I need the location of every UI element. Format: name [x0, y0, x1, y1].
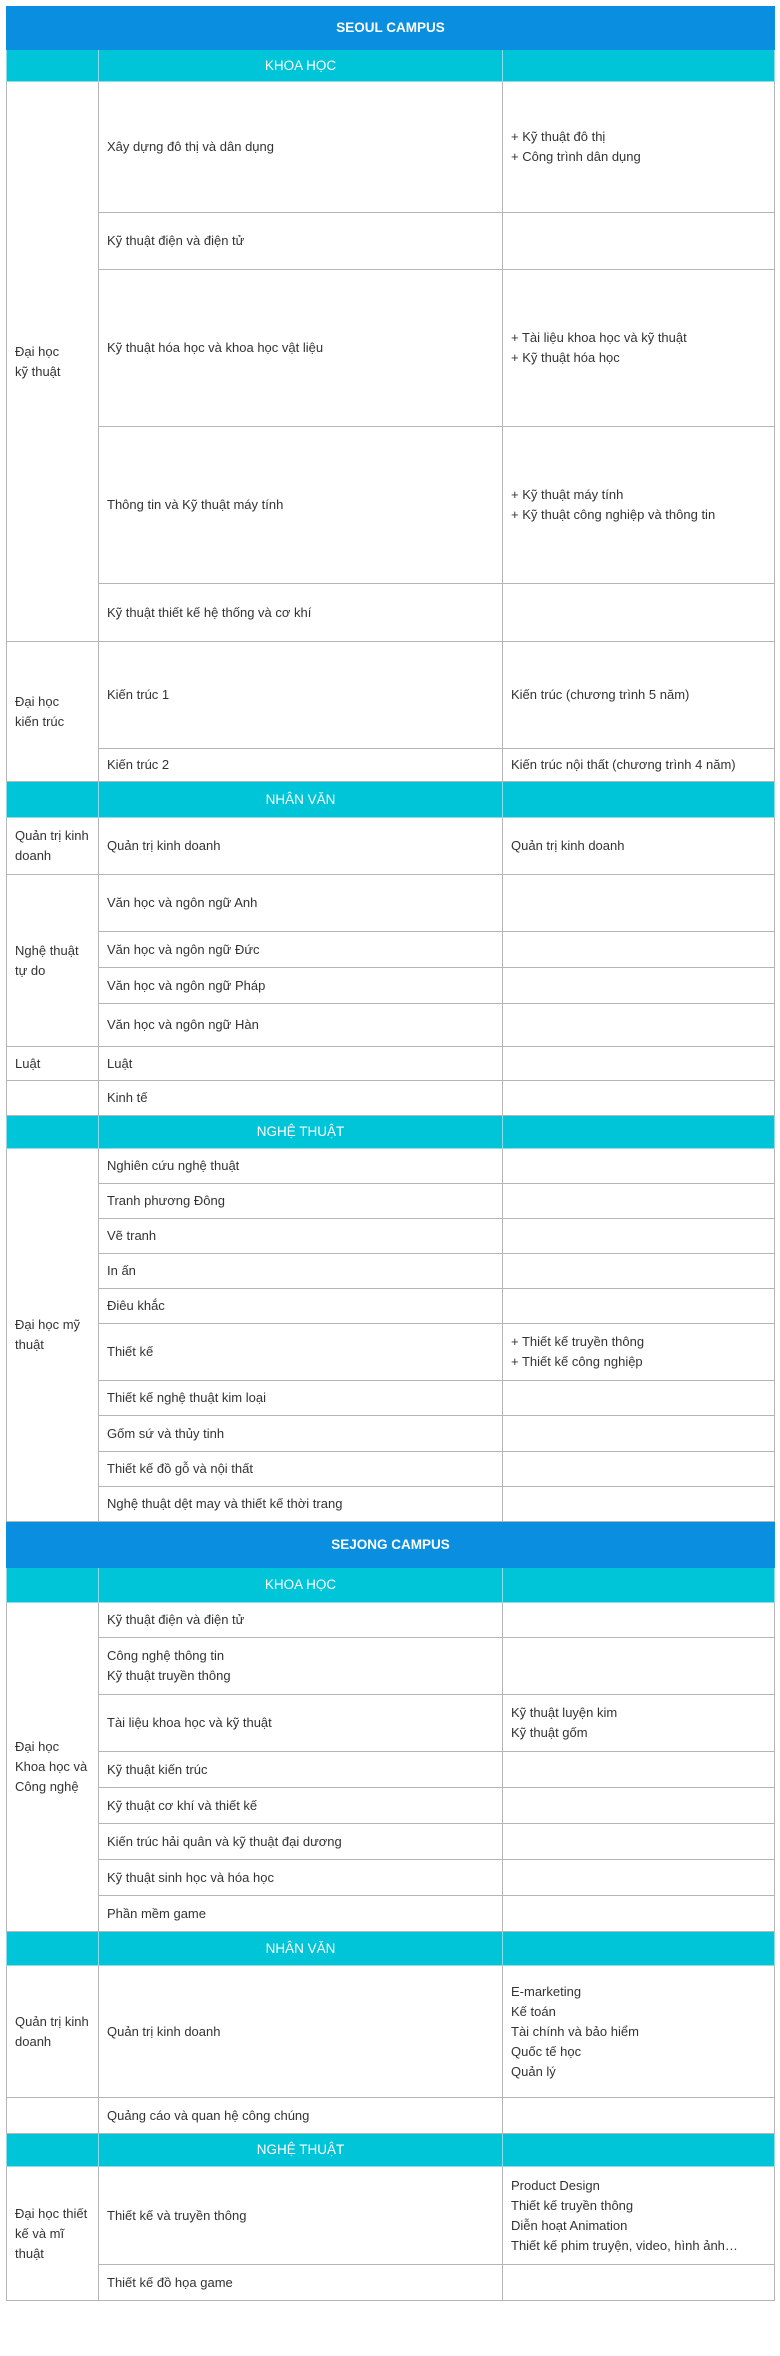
major-detail: Kỹ thuật luyện kim Kỹ thuật gốm [503, 1695, 775, 1752]
college-name: Đại học kỹ thuật [7, 82, 99, 642]
major-name: In ấn [99, 1254, 503, 1289]
table-row [7, 270, 775, 427]
college-name: Luật [7, 1047, 99, 1081]
table-row [7, 1695, 775, 1752]
major-name: Kỹ thuật kiến trúc [99, 1752, 503, 1788]
table-row [7, 1184, 775, 1219]
table-row [7, 1824, 775, 1860]
table-row [7, 749, 775, 782]
major-detail [503, 932, 775, 968]
table-row [7, 2167, 775, 2265]
major-name: Tranh phương Đông [99, 1184, 503, 1219]
major-detail [503, 1004, 775, 1047]
section-title: KHOA HỌC [99, 50, 503, 82]
major-detail [503, 2265, 775, 2301]
major-detail [503, 1081, 775, 1116]
table-row [7, 1254, 775, 1289]
section-header-row [7, 1932, 775, 1966]
major-name: Phần mềm game [99, 1896, 503, 1932]
major-detail [503, 1896, 775, 1932]
major-name: Công nghệ thông tin Kỹ thuật truyền thông [99, 1638, 503, 1695]
major-name: Thiết kế [99, 1324, 503, 1381]
major-detail [503, 584, 775, 642]
section-title: NGHỆ THUẬT [99, 2134, 503, 2167]
major-detail [503, 1047, 775, 1081]
college-name: Đại học Khoa học và Công nghệ [7, 1603, 99, 1932]
major-name: Kỹ thuật điện và điện tử [99, 1603, 503, 1638]
table-row [7, 875, 775, 932]
table-row [7, 1788, 775, 1824]
major-name: Kỹ thuật cơ khí và thiết kế [99, 1788, 503, 1824]
major-name: Thông tin và Kỹ thuật máy tính [99, 427, 503, 584]
major-detail: + Kỹ thuật máy tính + Kỹ thuật công nghiệp và thông tin [503, 427, 775, 584]
major-detail: + Tài liệu khoa học và kỹ thuật + Kỹ thuật hóa học [503, 270, 775, 427]
table-row [7, 1752, 775, 1788]
major-detail: Kiến trúc (chương trình 5 năm) [503, 642, 775, 749]
major-detail [503, 1638, 775, 1695]
table-row [7, 1452, 775, 1487]
college-name: Quản trị kinh doanh [7, 818, 99, 875]
campus-header-row [7, 1522, 775, 1568]
major-detail: Quản trị kinh doanh [503, 818, 775, 875]
major-name: Gốm sứ và thủy tinh [99, 1416, 503, 1452]
major-detail [503, 2098, 775, 2134]
section-header-row [7, 2134, 775, 2167]
table-row [7, 1638, 775, 1695]
major-name: Kỹ thuật sinh học và hóa học [99, 1860, 503, 1896]
major-name: Kỹ thuật thiết kế hệ thống và cơ khí [99, 584, 503, 642]
major-detail [503, 1487, 775, 1522]
college-name: Nghệ thuật tự do [7, 875, 99, 1047]
table-row [7, 932, 775, 968]
major-detail [503, 1452, 775, 1487]
table-row [7, 1381, 775, 1416]
table-row [7, 584, 775, 642]
major-name: Văn học và ngôn ngữ Anh [99, 875, 503, 932]
section-header-row [7, 782, 775, 818]
major-name: Thiết kế nghệ thuật kim loại [99, 1381, 503, 1416]
section-title: NGHỆ THUẬT [99, 1116, 503, 1149]
major-name: Thiết kế và truyền thông [99, 2167, 503, 2265]
major-name: Văn học và ngôn ngữ Pháp [99, 968, 503, 1004]
table-row [7, 1966, 775, 2098]
table-row [7, 1603, 775, 1638]
campus-header-row [7, 7, 775, 50]
major-name: Vẽ tranh [99, 1219, 503, 1254]
table-row [7, 1047, 775, 1081]
major-name: Luật [99, 1047, 503, 1081]
major-detail: E-marketing Kế toán Tài chính và bảo hiểm Quốc tế học Quản lý [503, 1966, 775, 2098]
major-name: Nghiên cứu nghệ thuật [99, 1149, 503, 1184]
table-row [7, 213, 775, 270]
campus-title: SEJONG CAMPUS [7, 1522, 775, 1568]
major-detail [503, 1752, 775, 1788]
major-name: Kinh tế [99, 1081, 503, 1116]
section-title: NHÂN VĂN [99, 1932, 503, 1966]
major-name: Quảng cáo và quan hệ công chúng [99, 2098, 503, 2134]
major-detail: + Kỹ thuật đô thị + Công trình dân dụng [503, 82, 775, 213]
major-name: Kiến trúc 2 [99, 749, 503, 782]
college-name [7, 1081, 99, 1116]
table-row [7, 1289, 775, 1324]
major-name: Kiến trúc hải quân và kỹ thuật đại dương [99, 1824, 503, 1860]
major-name: Điêu khắc [99, 1289, 503, 1324]
majors-table-wrapper [6, 6, 774, 2301]
section-title: NHÂN VĂN [99, 782, 503, 818]
major-detail [503, 1788, 775, 1824]
college-name: Đại học thiết kế và mĩ thuật [7, 2167, 99, 2301]
section-header-row [7, 1116, 775, 1149]
major-detail [503, 875, 775, 932]
major-detail [503, 1254, 775, 1289]
major-name: Nghệ thuật dệt may và thiết kế thời trang [99, 1487, 503, 1522]
major-detail [503, 1149, 775, 1184]
major-name: Kỹ thuật điện và điện tử [99, 213, 503, 270]
major-detail [503, 1603, 775, 1638]
table-row [7, 427, 775, 584]
major-detail [503, 1184, 775, 1219]
college-name [7, 2098, 99, 2134]
section-title: KHOA HỌC [99, 1568, 503, 1603]
table-row [7, 818, 775, 875]
college-name: Đại học kiến trúc [7, 642, 99, 782]
major-name: Quản trị kinh doanh [99, 1966, 503, 2098]
majors-table [6, 6, 775, 2301]
table-row [7, 2098, 775, 2134]
major-detail [503, 968, 775, 1004]
table-row [7, 1860, 775, 1896]
major-detail [503, 1824, 775, 1860]
table-row [7, 1004, 775, 1047]
major-name: Thiết kế đồ gỗ và nội thất [99, 1452, 503, 1487]
major-detail [503, 1416, 775, 1452]
major-detail [503, 1381, 775, 1416]
section-header-row [7, 50, 775, 82]
major-detail: Product Design Thiết kế truyền thông Diễn hoạt Animation Thiết kế phim truyện, video, hình ảnh… [503, 2167, 775, 2265]
table-row [7, 2265, 775, 2301]
table-row [7, 1081, 775, 1116]
major-name: Tài liệu khoa học và kỹ thuật [99, 1695, 503, 1752]
major-name: Quản trị kinh doanh [99, 818, 503, 875]
campus-title: SEOUL CAMPUS [7, 7, 775, 50]
college-name: Đại học mỹ thuật [7, 1149, 99, 1522]
table-row [7, 1149, 775, 1184]
table-row [7, 968, 775, 1004]
table-row [7, 82, 775, 213]
section-header-row [7, 1568, 775, 1603]
table-row [7, 1416, 775, 1452]
major-name: Kỹ thuật hóa học và khoa học vật liệu [99, 270, 503, 427]
table-row [7, 1896, 775, 1932]
major-detail [503, 1860, 775, 1896]
table-row [7, 1487, 775, 1522]
major-detail: Kiến trúc nội thất (chương trình 4 năm) [503, 749, 775, 782]
major-name: Văn học và ngôn ngữ Hàn [99, 1004, 503, 1047]
major-detail [503, 213, 775, 270]
major-name: Kiến trúc 1 [99, 642, 503, 749]
table-row [7, 1219, 775, 1254]
table-row [7, 642, 775, 749]
major-detail: + Thiết kế truyền thông + Thiết kế công nghiệp [503, 1324, 775, 1381]
major-name: Thiết kế đồ họa game [99, 2265, 503, 2301]
table-row [7, 1324, 775, 1381]
major-detail [503, 1289, 775, 1324]
major-name: Xây dựng đô thị và dân dụng [99, 82, 503, 213]
college-name: Quản trị kinh doanh [7, 1966, 99, 2098]
major-detail [503, 1219, 775, 1254]
major-name: Văn học và ngôn ngữ Đức [99, 932, 503, 968]
